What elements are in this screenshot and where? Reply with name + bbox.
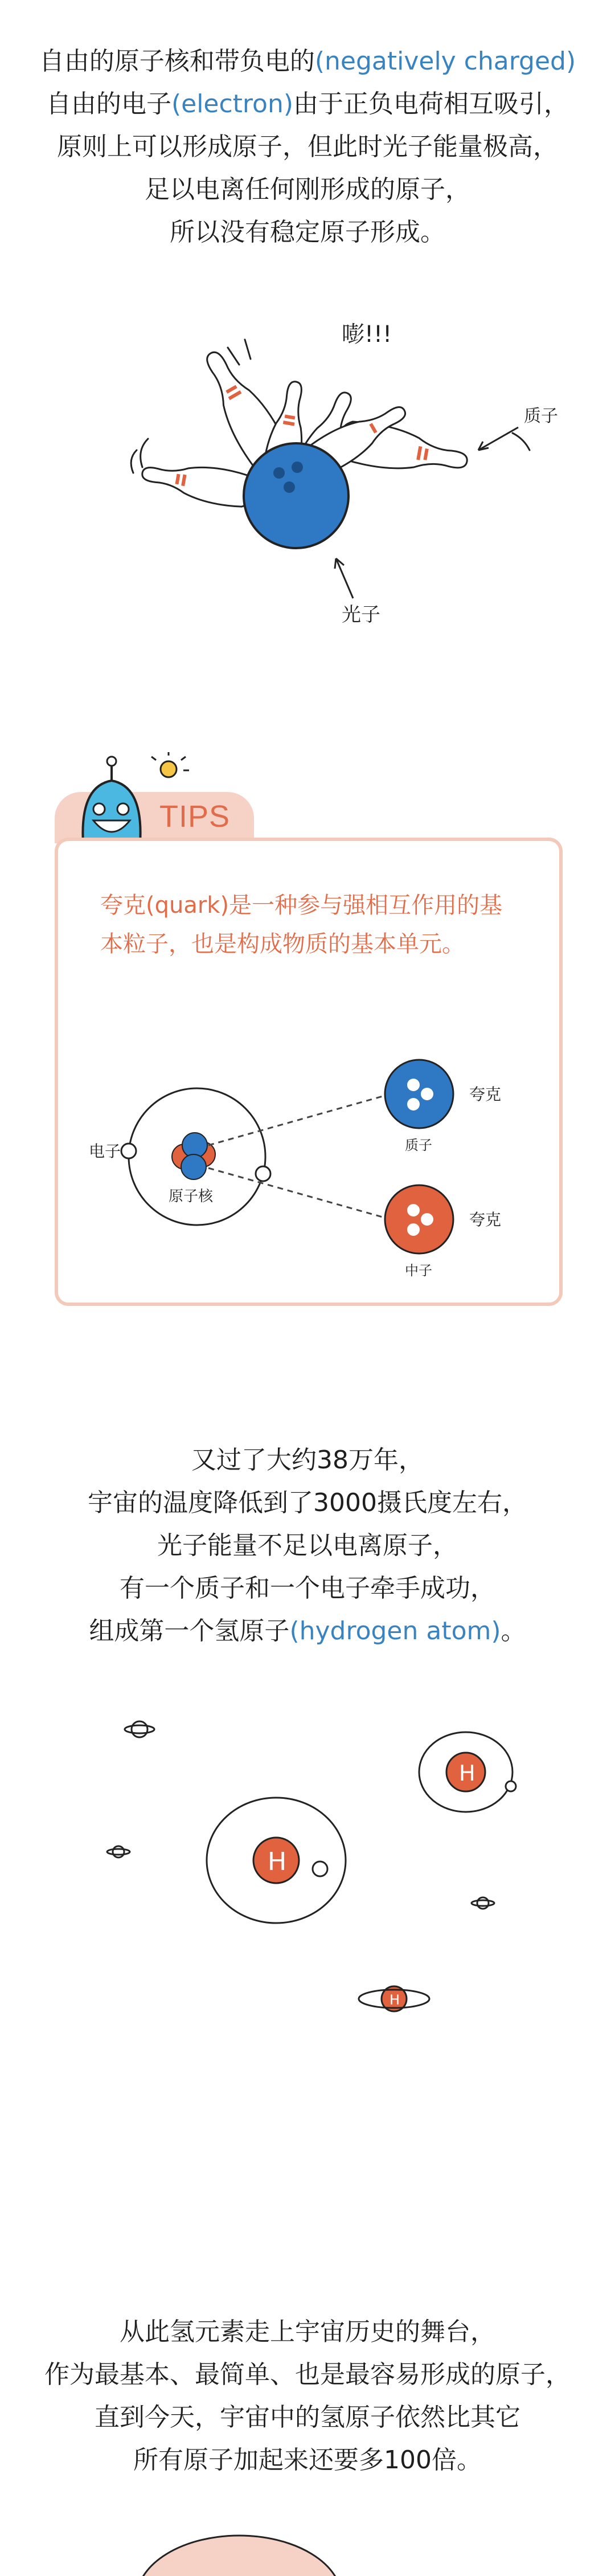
proton-label: 质子 — [524, 406, 558, 426]
quark-label-1: 夸克 — [469, 1085, 502, 1104]
electron-label: 电子 — [89, 1142, 121, 1161]
hydrogen-atom-2 — [207, 1798, 346, 1923]
bowling-pin-5 — [140, 456, 258, 511]
hydrogen-paragraph — [0, 1439, 615, 1652]
bottom-planet-partial — [125, 2530, 353, 2576]
hydrogen-symbol-3: H — [390, 1992, 400, 2008]
final-line-3: 直到今天，宇宙中的氢原子依然比其它 — [95, 2403, 520, 2432]
tips-card — [55, 758, 559, 1316]
intro-line-5: 所以没有稳定原子形成。 — [170, 218, 445, 247]
bowling-ball — [244, 443, 348, 548]
hydrogen-line-4: 有一个质子和一个电子牵手成功， — [120, 1574, 495, 1603]
electron-2 — [256, 1166, 270, 1181]
quark-label-2: 夸克 — [469, 1210, 502, 1229]
hydrogen-line-2: 宇宙的温度降低到了3000摄氏度左右， — [88, 1488, 527, 1517]
space-scene — [0, 1687, 615, 2085]
nucleus — [172, 1133, 215, 1179]
hydrogen-symbol-2: H — [268, 1847, 287, 1876]
bowling-illustration — [114, 308, 569, 638]
hydrogen-line-1: 又过了大约38万年， — [191, 1446, 424, 1475]
intro-paragraph — [0, 40, 615, 254]
hydrogen-symbol-1: H — [459, 1761, 475, 1786]
neutron-quarks — [385, 1185, 453, 1254]
final-line-4: 所有原子加起来还要多100倍。 — [133, 2446, 482, 2475]
final-line-1: 从此氢元素走上宇宙历史的舞台， — [120, 2317, 495, 2346]
planet-icon-2 — [107, 1846, 130, 1858]
quark-diagram — [89, 1054, 522, 1282]
neutron-label: 中子 — [405, 1263, 432, 1279]
intro-line-2: 自由的电子(electron)由于正负电荷相互吸引， — [46, 89, 569, 119]
proton-quarks — [385, 1060, 453, 1128]
photon-label: 光子 — [342, 603, 380, 626]
intro-line-4: 足以电离任何刚形成的原子， — [145, 175, 470, 204]
tips-title: TIPS — [159, 799, 231, 834]
intro-line-3: 原则上可以形成原子，但此时光子能量极高， — [57, 132, 558, 161]
proton-label-small: 质子 — [405, 1137, 432, 1153]
planet-icon-1 — [125, 1721, 154, 1737]
intro-line-1: 自由的原子核和带负电的(negatively charged) — [39, 47, 576, 76]
final-line-2: 作为最基本、最简单、也是最容易形成的原子， — [44, 2360, 571, 2389]
planet-icon-3 — [472, 1897, 494, 1909]
hydrogen-planet — [359, 1986, 429, 2011]
hydrogen-line-3: 光子能量不足以电离原子， — [157, 1531, 458, 1560]
final-paragraph — [0, 2310, 615, 2481]
electron-1 — [121, 1144, 136, 1158]
nucleus-label: 原子核 — [169, 1188, 214, 1205]
hydrogen-atom-1 — [419, 1732, 516, 1812]
hydrogen-line-5: 组成第一个氢原子(hydrogen atom)。 — [89, 1616, 526, 1646]
exclaim-text: 嘭!!! — [342, 321, 392, 348]
tips-text: 夸克(quark)是一种参与强相互作用的基本粒子，也是构成物质的基本单元。 — [100, 892, 503, 957]
